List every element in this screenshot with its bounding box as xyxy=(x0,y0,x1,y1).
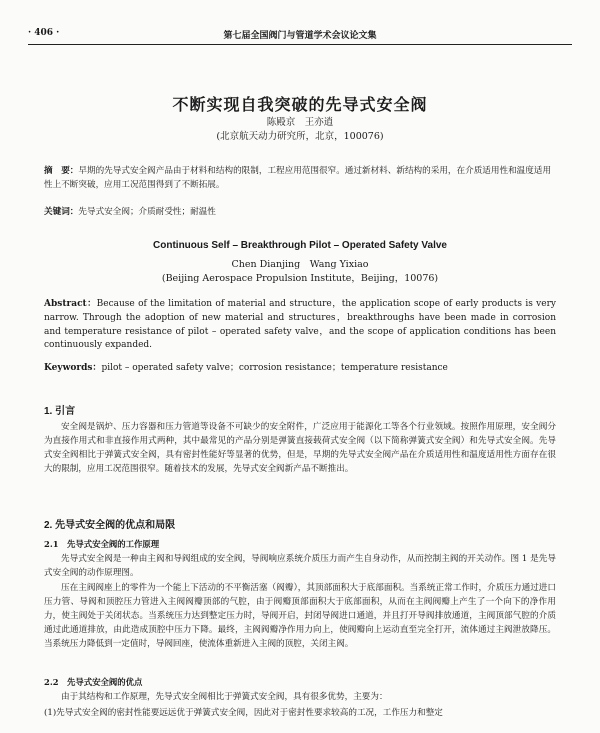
english-title: Continuous Self – Breakthrough Pilot – Operated Safety Valve xyxy=(153,240,447,251)
running-header xyxy=(28,24,572,45)
introduction-paragraph: 安全阀是锅炉、压力容器和压力管道等设备不可缺少的安全附件，广泛应用于能源化工等各个行业领域。按照作用原理，安全阀分为直接作用式和非直接作用式两种，其中最常见的产品分别是弹簧直接载荷式安全阀（以下简称弹簧式安全阀）和先导式安全阀。先导式安全阀相比于弹簧式安全阀，具有密封性能好等显著的优势，但是，早期的先导式安全阀产品在介质适用性和温度适用性方面存在很大的限制，应用工况范围很窄。随着技术的发展，先导式安全阀新产品不断推出。 xyxy=(44,422,556,474)
english-affiliation: (Beijing Aerospace Propulsion Institute，Beijing，10076) xyxy=(161,273,439,284)
journal-title: 第七届全国阀门与管道学术会议论文集 xyxy=(223,31,377,41)
merits-paragraph-intro: 由于其结构和工作原理，先导式安全阀相比于弹簧式安全阀，具有很多优势，主要为： xyxy=(61,692,388,702)
principle-paragraph-2: 压在主阀阀座上的零件为一个能上下活动的不平衡活塞（阀瓣），其顶部面积大于底部面积。当系统正常工作时，介质压力通过进口压力管、导阀和顶腔压力管进入主阀阀瓣顶部的气腔，由于阀瓣顶部面积大于底部面积，从而在主阀阀瓣上产生了一个向下的净作用力，使主阀处于关闭状态。当系统压力达到整定压力时，导阀开启，封闭导阀进口通道，并且打开导阀排放通道，主阀顶部气腔的介质通过此通道排放，由此造成顶腔中压力下降。最终，主阀阀瓣净作用力向上，使阀瓣向上运动直至完全打开，流体通过主阀泄放降压。当系统压力降低到一定值时，导阀回座，使流体重新进入主阀的顶腔，关闭主阀。 xyxy=(44,583,556,649)
section-heading-advantages: 2. 先导式安全阀的优点和局限 xyxy=(44,520,176,531)
principle-paragraph-1: 先导式安全阀是一种由主阀和导阀组成的安全阀，导阀响应系统介质压力而产生自身动作，从而控制主阀的开关动作。图 1 是先导式安全阀的动作原理图。 xyxy=(44,554,556,578)
section-heading-introduction: 1. 引言 xyxy=(44,406,76,417)
chinese-abstract-text: 早期的先导式安全阀产品由于材料和结构的限制，工程应用范围很窄。通过新材料、新结构的采用，在介质适用性和温度适用性上不断突破，应用工况范围得到了不断拓展。 xyxy=(44,166,552,190)
subsection-heading-merits: 2.2 先导式安全阀的优点 xyxy=(44,677,143,687)
chinese-keywords-label: 关键词： xyxy=(44,207,79,217)
chinese-authors: 陈殿京 王亦逍 xyxy=(266,117,334,128)
english-keywords xyxy=(44,362,556,376)
english-keywords-text: pilot – operated safety valve；corrosion resistance；temperature resistance xyxy=(101,363,448,373)
chinese-affiliation: (北京航天动力研究所，北京，100076) xyxy=(216,131,384,142)
english-keywords-label: Keywords： xyxy=(44,363,102,373)
english-abstract-label: Abstract： xyxy=(44,299,97,309)
subsection-heading-principle: 2.1 先导式安全阀的工作原理 xyxy=(44,539,160,549)
chinese-keywords xyxy=(44,206,556,220)
english-abstract xyxy=(44,298,556,353)
english-authors: Chen Dianjing Wang Yixiao xyxy=(231,259,369,270)
chinese-keywords-text: 先导式安全阀；介质耐受性；耐温性 xyxy=(78,207,216,217)
merits-paragraph-item-1: (1)先导式安全阀的密封性能要远远优于弹簧式安全阀，因此对于密封性要求较高的工况，工作压力和整定 xyxy=(44,708,443,718)
chinese-abstract xyxy=(44,165,556,192)
chinese-abstract-label: 摘 要： xyxy=(44,166,79,176)
page-number: · 406 · xyxy=(28,28,60,38)
english-abstract-text: Because of the limitation of material and structure，the application scope of early products is very narrow. Through the adoption of new material and structures，breakthroughs have been made in corrosion and temperature resistance of pilot – operated safety valve，and the scope of application conditions has been continuously expanded. xyxy=(44,299,556,351)
chinese-title: 不断实现自我突破的先导式安全阀 xyxy=(172,95,428,114)
